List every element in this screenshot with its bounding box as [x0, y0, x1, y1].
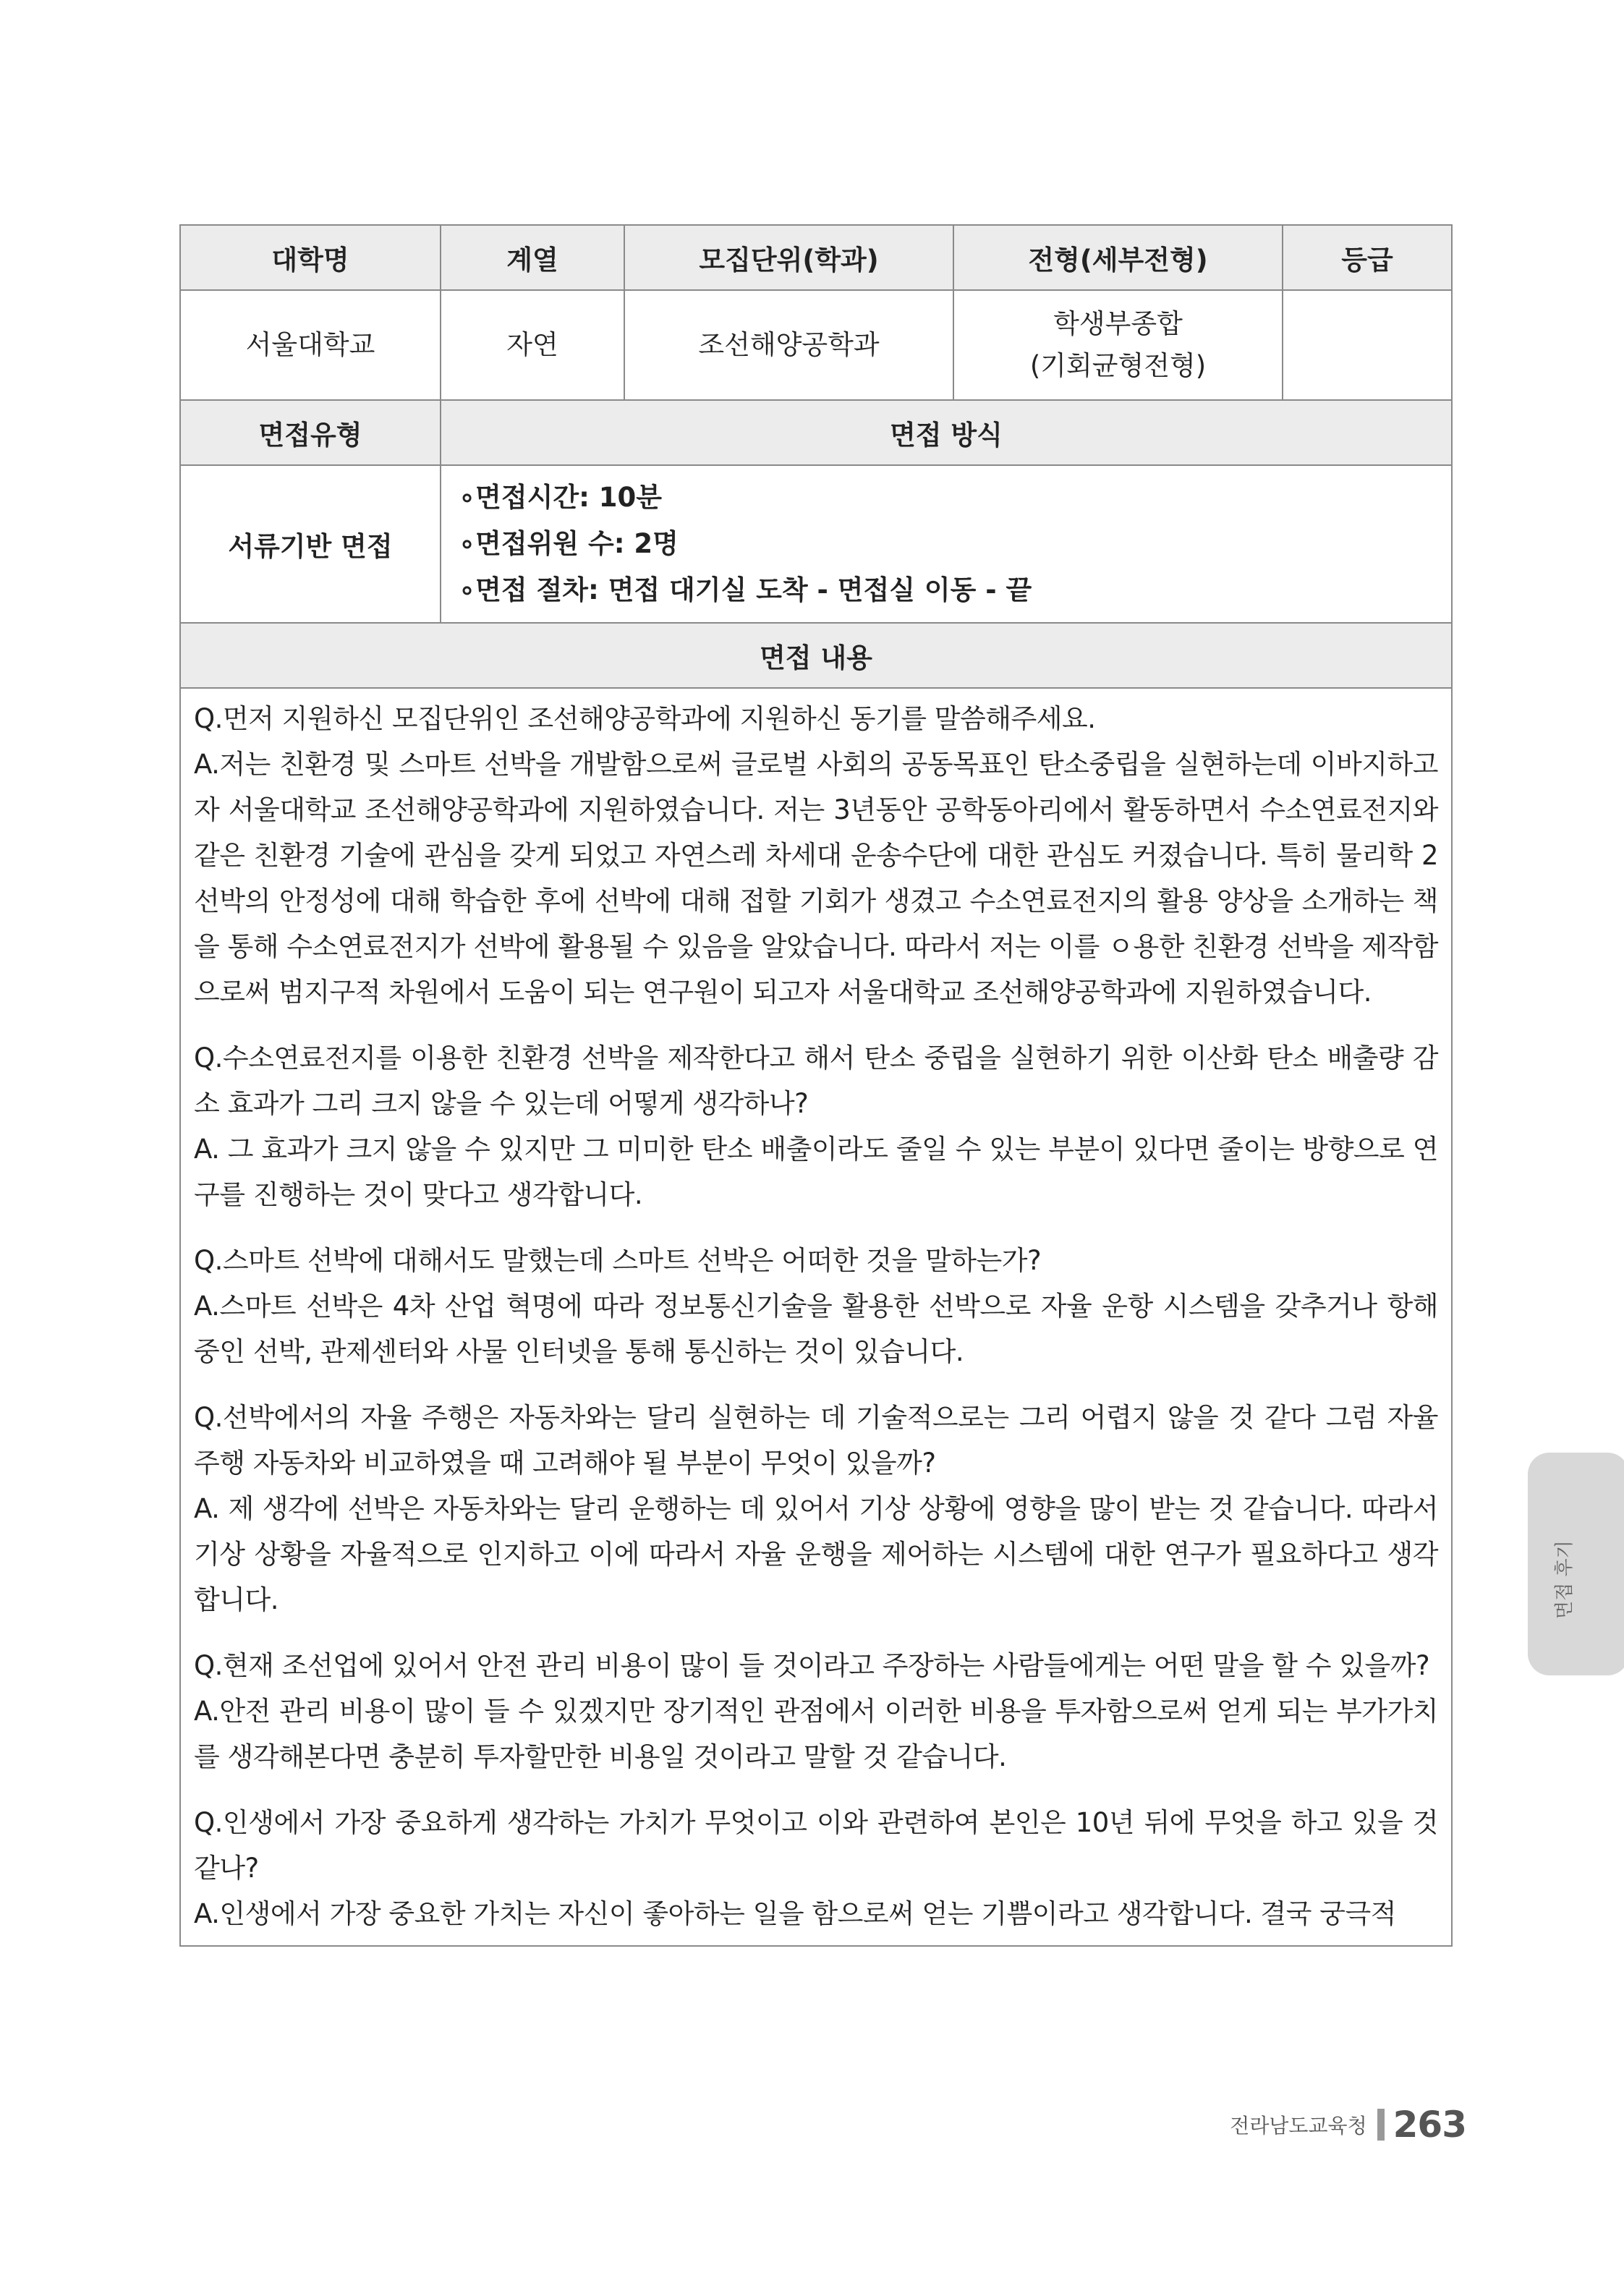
header-university: 대학명 [180, 225, 441, 290]
header-interview-type: 면접유형 [180, 400, 441, 465]
side-tab-label: 면접 후기 [1554, 1540, 1576, 1619]
footer-divider [1377, 2109, 1385, 2141]
header-department: 모집단위(학과) [624, 225, 953, 290]
answer: A.저는 친환경 및 스마트 선박을 개발함으로써 글로벌 사회의 공동목표인 탄소중립을 실현하는데 이바지하고자 서울대학교 조선해양공학과에 지원하였습니다. 저는 3년동안 공학동아리에서 활동하면서 수소연료전지와 같은 친환경 기술에 관심을 갖게 되었고 자연스레 차세대 운송수단에 대한 관심도 커졌습니다. 특히 물리학 2 선박의 안정성에 대해 학습한 후에 선박에 대해 접할 기회가 생겼고 수소연료전지의 활용 양상을 소개하는 책을 통해 수소연료전지가 선박에 활용될 수 있음을 알았습니다. 따라서 저는 이를 ㅇ용한 친환경 선박을 제작함으로써 범지구적 차원에서 도움이 되는 연구원이 되고자 서울대학교 조선해양공학과에 지원하였습니다. [194, 749, 1438, 1008]
admission-line-1: 학생부종합 [1053, 308, 1183, 339]
cell-admission [953, 290, 1283, 400]
answer: A.안전 관리 비용이 많이 들 수 있겠지만 장기적인 관점에서 이러한 비용을 투자함으로써 얻게 되는 부가가치를 생각해본다면 충분히 투자할만한 비용일 것이라고 말할 것 같습니다. [194, 1696, 1438, 1772]
qa-block [194, 696, 1438, 1015]
question: Q.스마트 선박에 대해서도 말했는데 스마트 선박은 어떠한 것을 말하는가? [194, 1245, 1042, 1276]
page-number: 263 [1393, 2104, 1466, 2146]
question: Q.먼저 지원하신 모집단위인 조선해양공학과에 지원하신 동기를 말씀해주세요. [194, 703, 1096, 734]
cell-university: 서울대학교 [180, 290, 441, 400]
answer: A. 제 생각에 선박은 자동차와는 달리 운행하는 데 있어서 기상 상황에 영향을 많이 받는 것 같습니다. 따라서 기상 상황을 자율적으로 인지하고 이에 따라서 자율 운행을 제어하는 시스템에 대한 연구가 필요하다고 생각합니다. [194, 1493, 1438, 1615]
interview-table [179, 224, 1453, 1947]
answer: A. 그 효과가 크지 않을 수 있지만 그 미미한 탄소 배출이라도 줄일 수 있는 부분이 있다면 줄이는 방향으로 연구를 진행하는 것이 맞다고 생각합니다. [194, 1134, 1438, 1210]
qa-block [194, 1035, 1438, 1217]
header-admission: 전형(세부전형) [953, 225, 1283, 290]
question: Q.수소연료전지를 이용한 친환경 선박을 제작한다고 해서 탄소 중립을 실현하기 위한 이산화 탄소 배출량 감소 효과가 그리 크지 않을 수 있는데 어떻게 생각하나? [194, 1042, 1438, 1119]
answer: A.스마트 선박은 4차 산업 혁명에 따라 정보통신기술을 활용한 선박으로 자율 운항 시스템을 갖추거나 항해 중인 선박, 관제센터와 사물 인터넷을 통해 통신하는 것이 있습니다. [194, 1291, 1438, 1367]
cell-department: 조선해양공학과 [624, 290, 953, 400]
qa-block [194, 1395, 1438, 1623]
question: Q.인생에서 가장 중요하게 생각하는 가치가 무엇이고 이와 관련하여 본인은 10년 뒤에 무엇을 하고 있을 것 같나? [194, 1807, 1438, 1884]
question: Q.현재 조선업에 있어서 안전 관리 비용이 많이 들 것이라고 주장하는 사람들에게는 어떤 말을 할 수 있을까? [194, 1650, 1430, 1681]
cell-grade [1283, 290, 1452, 400]
qa-block [194, 1643, 1438, 1780]
section-side-tab [1528, 1453, 1624, 1675]
admission-line-2: (기회균형전형) [1029, 350, 1207, 381]
answer: A.인생에서 가장 중요한 가치는 자신이 좋아하는 일을 함으로써 얻는 기쁨이라고 생각합니다. 결국 궁극적 [194, 1898, 1396, 1929]
interview-content [180, 688, 1452, 1946]
header-field: 계열 [441, 225, 624, 290]
method-item: ∘면접시간: 10분 [459, 482, 663, 513]
qa-block [194, 1800, 1438, 1937]
cell-interview-type: 서류기반 면접 [180, 465, 441, 623]
method-item: ∘면접위원 수: 2명 [459, 528, 679, 559]
header-interview-method: 면접 방식 [441, 400, 1452, 465]
footer-office-name: 전라남도교육청 [1230, 2114, 1367, 2138]
method-item: ∘면접 절차: 면접 대기실 도착 - 면접실 이동 - 끝 [459, 574, 1032, 605]
interview-method-list [441, 465, 1452, 623]
cell-field: 자연 [441, 290, 624, 400]
header-interview-content: 면접 내용 [180, 623, 1452, 688]
page-footer [1230, 2104, 1466, 2146]
header-grade: 등급 [1283, 225, 1452, 290]
question: Q.선박에서의 자율 주행은 자동차와는 달리 실현하는 데 기술적으로는 그리 어렵지 않을 것 같다 그럼 자율 주행 자동차와 비교하였을 때 고려해야 될 부분이 무엇이 있을까? [194, 1402, 1439, 1479]
qa-block [194, 1238, 1438, 1374]
